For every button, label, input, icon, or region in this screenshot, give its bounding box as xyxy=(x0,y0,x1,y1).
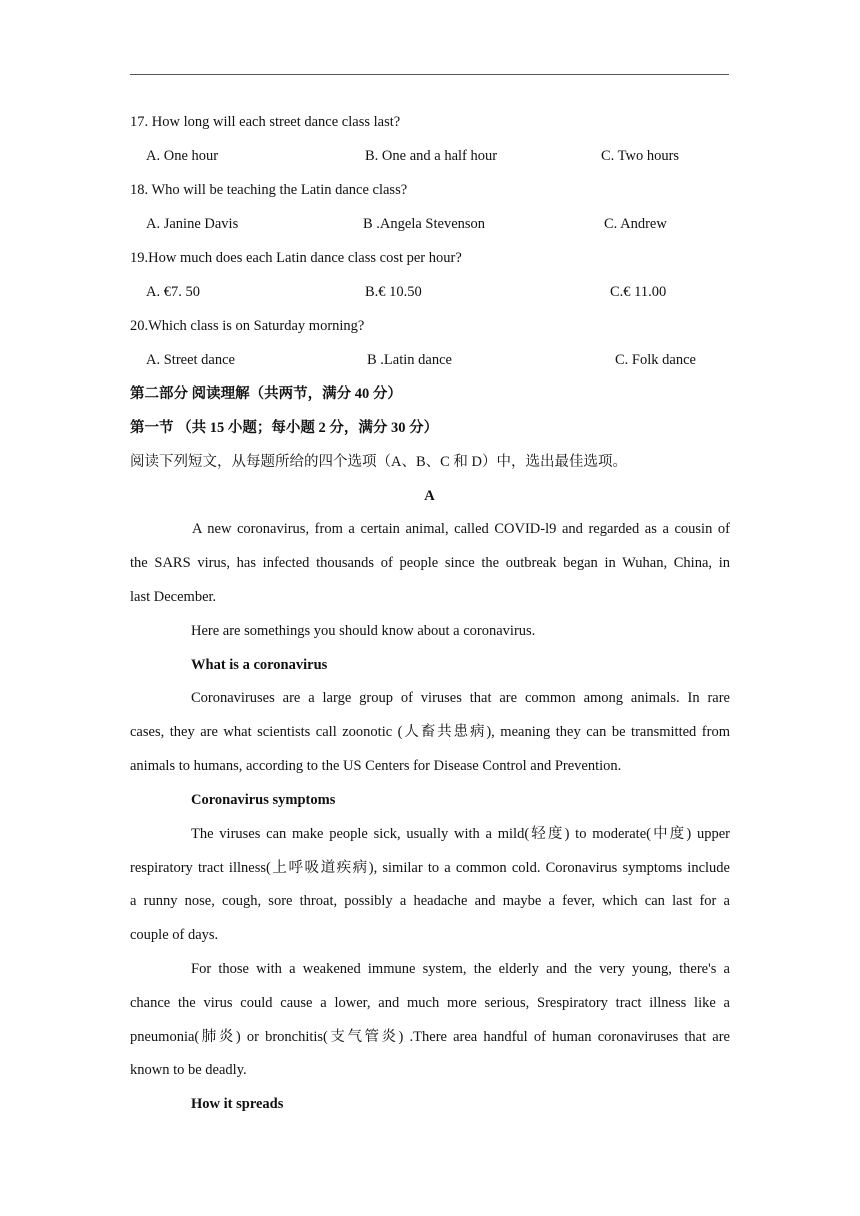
question-17-option-a: A. One hour xyxy=(146,148,219,164)
part2-heading: 第二部分 阅读理解（共两节，满分 40 分） xyxy=(130,386,402,402)
paragraph-5-line-4: known to be deadly. xyxy=(130,1062,247,1078)
section1-heading: 第一节 （共 15 小题；每小题 2 分，满分 30 分） xyxy=(130,420,439,436)
subheading-symptoms: Coronavirus symptoms xyxy=(191,792,336,808)
subheading-how-it-spreads: How it spreads xyxy=(191,1096,284,1112)
paragraph-3-line-3: animals to humans, according to the US Centers for Disease Control and Prevention. xyxy=(130,758,622,774)
paragraph-2: Here are somethings you should know about a coronavirus. xyxy=(191,623,536,639)
question-17-stem: 17. How long will each street dance class last? xyxy=(130,114,401,130)
question-19-option-b: B.€ 10.50 xyxy=(365,284,422,300)
paragraph-1-line-2: the SARS virus, has infected thousands of people since the outbreak began in Wuhan, China, in xyxy=(130,555,730,571)
paragraph-3-line-1: Coronaviruses are a large group of viruses that are common among animals. In rare xyxy=(191,690,730,706)
question-20-option-a: A. Street dance xyxy=(146,352,235,368)
question-19-option-a: A. €7. 50 xyxy=(146,284,200,300)
paragraph-5-line-2: chance the virus could cause a lower, and much more serious, Srespiratory tract illness like a xyxy=(130,995,730,1011)
instruction-text: 阅读下列短文，从每题所给的四个选项（A、B、C 和 D）中，选出最佳选项。 xyxy=(130,454,628,470)
question-17-option-c: C. Two hours xyxy=(601,148,680,164)
question-18-stem: 18. Who will be teaching the Latin dance class? xyxy=(130,182,408,198)
passage-label: A xyxy=(424,488,435,504)
question-18-option-b: B .Angela Stevenson xyxy=(363,216,486,232)
question-20-option-c: C. Folk dance xyxy=(615,352,696,368)
question-18-option-a: A. Janine Davis xyxy=(146,216,239,232)
question-20-option-b: B .Latin dance xyxy=(367,352,452,368)
header-rule xyxy=(130,74,729,75)
paragraph-1-line-1: A new coronavirus, from a certain animal, called COVID-l9 and regarded as a cousin of xyxy=(192,521,730,537)
question-18-option-c: C. Andrew xyxy=(604,216,667,232)
question-17-option-b: B. One and a half hour xyxy=(365,148,498,164)
paragraph-4-line-2: respiratory tract illness(上呼吸道疾病), similar to a common cold. Coronavirus symptoms include xyxy=(130,860,730,876)
question-20-stem: 20.Which class is on Saturday morning? xyxy=(130,318,365,334)
subheading-what-is: What is a coronavirus xyxy=(191,657,328,673)
paragraph-4-line-1: The viruses can make people sick, usually with a mild(轻度) to moderate(中度) upper xyxy=(191,826,730,842)
paragraph-4-line-4: couple of days. xyxy=(130,927,219,943)
question-19-stem: 19.How much does each Latin dance class cost per hour? xyxy=(130,250,462,266)
question-19-option-c: C.€ 11.00 xyxy=(610,284,667,300)
paragraph-1-line-3: last December. xyxy=(130,589,217,605)
paragraph-4-line-3: a runny nose, cough, sore throat, possibly a headache and maybe a fever, which can last for a xyxy=(130,893,730,909)
paragraph-3-line-2: cases, they are what scientists call zoonotic (人畜共患病), meaning they can be transmitted from xyxy=(130,724,730,740)
paragraph-5-line-3: pneumonia(肺炎) or bronchitis(支气管炎) .There area handful of human coronaviruses that are xyxy=(130,1029,730,1045)
paragraph-5-line-1: For those with a weakened immune system, the elderly and the very young, there's a xyxy=(191,961,730,977)
